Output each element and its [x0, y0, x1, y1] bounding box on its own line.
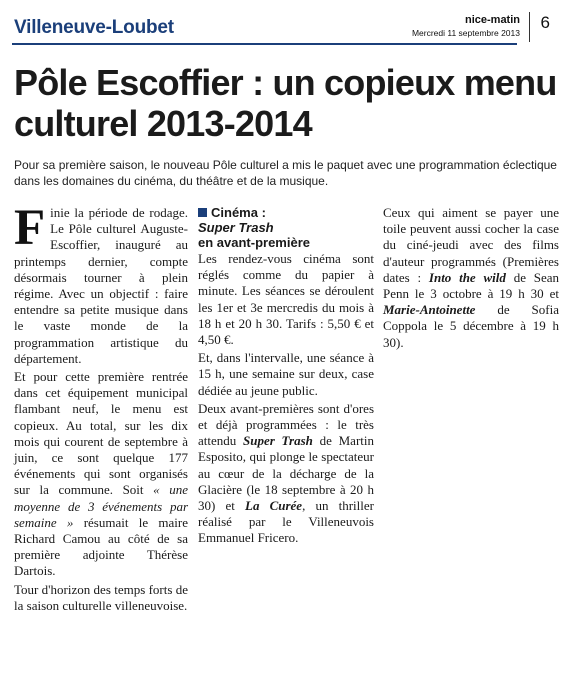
film-title: Marie-Antoinette: [383, 302, 476, 318]
paragraph-text: Deux avant-premières sont d'ores et déjà programmées : le très attendu: [198, 400, 374, 449]
paragraph-text: de Sean Penn le 3 octobre à 19 h 30 et: [383, 269, 560, 302]
drop-cap: F: [14, 200, 46, 256]
paragraph-youth: Et, dans l'intervalle, une séance à 15 h, une semaine sur deux, case dédiée au jeune public.: [198, 350, 374, 398]
paragraph-text: inie la période de rodage. Le Pôle culturel Auguste-Escoffier, inauguré au printemps dernier, compte désormais tourner à plein régime. Avec un objectif : faire entendre sa petite musique dans le vaste monde de la programmation artistique du département.: [14, 205, 188, 366]
issue-date: Mercredi 11 septembre 2013: [411, 28, 520, 38]
page-header: [12, 10, 558, 44]
paragraph-text: de Martin Esposito, qui plonge le spectateur au cœur de la décharge de la Glacière (le 18 septembre à 20 h 30) et: [198, 433, 375, 514]
article-standfirst: Pour sa première saison, le nouveau Pôle culturel a mis le paquet avec une programmation éclectique dans les domaines du cinéma, du théâtre et de la musique.: [14, 158, 557, 188]
paragraph-text: résumait le maire Richard Camou au côté de sa première adjointe Thérèse Dartois.: [14, 514, 188, 579]
subheading-label: Cinéma :: [211, 205, 266, 220]
mayor-quote: « une moyenne de 3 événements par semaine »: [14, 482, 188, 530]
article-column-1: [14, 200, 188, 616]
cinema-subheading: [198, 205, 374, 250]
bullet-square-icon: [198, 208, 207, 217]
paragraph-schedule: Les rendez-vous cinéma sont réglés comme du papier à minute. Les séances se déroulent les 1er et 3e mercredis du mois à 18 h et 20 h 30. Tarifs : 5,50 € et 4,50 €.: [198, 251, 374, 348]
paragraph-text: de Sofia Coppola le 5 décembre à 19 h 30).: [383, 302, 559, 350]
page-number: 6: [540, 13, 550, 32]
paragraph-events: [14, 369, 188, 580]
paragraph-text: Ceux qui aiment se payer une toile peuvent aussi cocher la case du ciné-jeudi avec des films d'auteur programmés (Premières dates :: [383, 205, 559, 285]
paragraph-previews: [198, 401, 374, 547]
paragraph-tour: Tour d'horizon des temps forts de la saison culturelle villeneuvoise.: [14, 581, 188, 613]
page-number-divider: [529, 12, 530, 42]
paragraph-cine-jeudi: [383, 205, 559, 351]
article-column-2: [198, 205, 374, 549]
section-rule: [12, 43, 517, 45]
section-title: Villeneuve-Loubet: [14, 17, 174, 38]
newspaper-name: nice-matin: [464, 14, 520, 26]
article-headline: Pôle Escoffier : un copieux menu culturel 2013-2014: [14, 62, 557, 144]
article-column-3: [383, 205, 559, 353]
film-title: Into the wild: [428, 269, 506, 285]
film-title: La Curée: [245, 498, 303, 514]
subheading-film: Super Trash: [198, 220, 274, 235]
subheading-note: en avant-première: [198, 235, 310, 250]
film-title: Super Trash: [243, 433, 313, 449]
paragraph-text: , un thriller réalisé par le Villeneuvois Emmanuel Fricero.: [198, 498, 374, 546]
paragraph-text: Et pour cette première rentrée dans cet équipement municipal flambant neuf, le menu est copieux. Au total, sur les dix mois qui courent de septembre à juin, ce sont quelque 177 événements qui sont organisés sur la commune. Soit: [14, 369, 188, 498]
paragraph-intro: [14, 200, 188, 367]
